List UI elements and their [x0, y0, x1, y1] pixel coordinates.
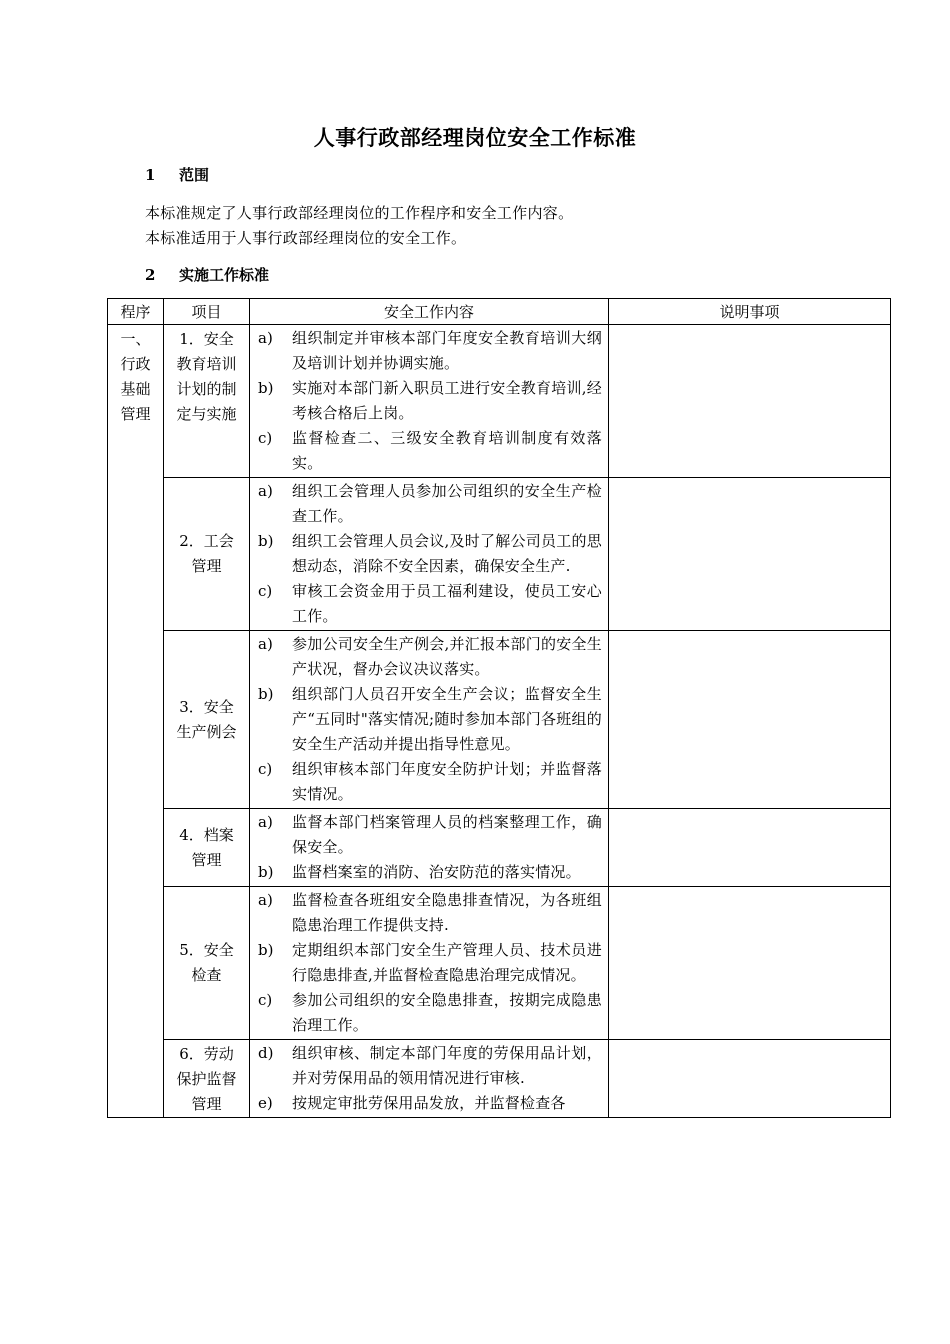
- procedure-line: 行政: [120, 355, 151, 373]
- item-cell: [164, 631, 250, 809]
- section-heading-scope: [145, 164, 209, 185]
- clause-marker: b): [258, 941, 274, 959]
- section-heading-standard: [145, 264, 269, 285]
- clause-marker: b): [258, 379, 274, 397]
- clause-text: 按规定审批劳保用品发放，并监督检查各: [292, 1094, 566, 1112]
- item-line: 5．安全: [179, 941, 234, 959]
- item-line: 1．安全: [179, 330, 234, 348]
- clause-text: 定期组织本部门安全生产管理人员、技术员进行隐患排查,并监督检查隐患治理完成情况。: [292, 941, 602, 984]
- section-title: 实施工作标准: [179, 266, 270, 284]
- content-clause: [258, 529, 602, 579]
- table-row: [108, 887, 891, 1040]
- item-line: 定与实施: [176, 405, 237, 423]
- item-line: 4．档案: [179, 825, 234, 844]
- clause-marker: e): [258, 1094, 273, 1112]
- content-clause: [258, 938, 602, 988]
- table-row: [108, 1040, 891, 1118]
- content-clause: [258, 326, 602, 376]
- content-clause: [258, 1041, 602, 1091]
- clause-text: 组织审核、制定本部门年度的劳保用品计划，并对劳保用品的领用情况进行审核.: [292, 1044, 602, 1087]
- note-cell: [609, 809, 891, 887]
- item-line: 6．劳动: [179, 1045, 234, 1063]
- item-line: 管理: [191, 1095, 222, 1113]
- section-title: 范围: [179, 166, 210, 184]
- section-number: 1: [145, 166, 156, 184]
- content-clause: [258, 479, 602, 529]
- clause-marker: d): [258, 1044, 274, 1062]
- clause-text: 参加公司组织的安全隐患排查，按期完成隐患治理工作。: [292, 991, 602, 1034]
- content-cell: [250, 1040, 609, 1118]
- clause-marker: c): [258, 991, 273, 1009]
- procedure-cell: [108, 325, 164, 1118]
- header-item: 项目: [164, 299, 250, 325]
- table-header-row: [108, 299, 891, 325]
- clause-text: 实施对本部门新入职员工进行安全教育培训,经考核合格后上岗。: [292, 379, 602, 422]
- item-line: 2．工会: [179, 532, 234, 550]
- item-line: 生产例会: [176, 722, 237, 741]
- clause-text: 组织工会管理人员会议,及时了解公司员工的思想动态，消除不安全因素，确保安全生产.: [292, 532, 602, 575]
- document-title: 人事行政部经理岗位安全工作标准: [313, 125, 637, 150]
- table-row: [108, 809, 891, 887]
- content-clause: [258, 682, 602, 757]
- clause-text: 审核工会资金用于员工福利建设，使员工安心工作。: [292, 582, 602, 625]
- content-cell: [250, 631, 609, 809]
- procedure-line: 基础: [120, 380, 151, 398]
- work-standard-table: [107, 298, 891, 1118]
- header-notes: 说明事项: [609, 299, 891, 325]
- scope-paragraph: 本标准规定了人事行政部经理岗位的工作程序和安全工作内容。: [145, 204, 574, 222]
- note-cell: [609, 1040, 891, 1118]
- clause-text: 监督本部门档案管理人员的档案整理工作，确保安全。: [292, 813, 602, 856]
- content-cell: [250, 478, 609, 631]
- clause-marker: a): [258, 813, 273, 831]
- clause-marker: c): [258, 760, 273, 778]
- clause-marker: a): [258, 891, 273, 909]
- clause-marker: c): [258, 429, 273, 447]
- item-cell: [164, 325, 250, 478]
- content-clause: [258, 376, 602, 426]
- note-cell: [609, 478, 891, 631]
- clause-text: 组织部门人员召开安全生产会议；监督安全生产“五同时"落实情况;随时参加本部门各班组的安全生产活动并提出指导性意见。: [292, 685, 602, 753]
- item-line: 计划的制: [176, 380, 237, 398]
- clause-marker: b): [258, 863, 274, 881]
- clause-text: 组织审核本部门年度安全防护计划；并监督落实情况。: [292, 760, 602, 803]
- item-line: 3．安全: [179, 697, 234, 716]
- item-line: 管理: [191, 850, 222, 869]
- content-clause: [258, 426, 602, 476]
- note-cell: [609, 887, 891, 1040]
- item-line: 管理: [191, 557, 222, 575]
- item-line: 检查: [191, 966, 222, 984]
- content-clause: [258, 988, 602, 1038]
- content-clause: [258, 757, 602, 807]
- item-line: 教育培训: [176, 355, 237, 373]
- content-clause: [258, 632, 602, 682]
- content-clause: [258, 888, 602, 938]
- item-cell: [164, 809, 250, 887]
- procedure-line: 一、: [120, 330, 151, 348]
- content-clause: [258, 860, 602, 885]
- clause-marker: b): [258, 532, 274, 550]
- content-clause: [258, 1091, 602, 1116]
- clause-marker: c): [258, 582, 273, 600]
- clause-marker: a): [258, 329, 273, 347]
- content-cell: [250, 887, 609, 1040]
- procedure-line: 管理: [120, 405, 151, 423]
- content-clause: [258, 579, 602, 629]
- clause-marker: b): [258, 685, 274, 703]
- item-cell: [164, 1040, 250, 1118]
- header-safety-content: 安全工作内容: [250, 299, 609, 325]
- content-cell: [250, 325, 609, 478]
- section-number: 2: [145, 266, 156, 284]
- item-cell: [164, 478, 250, 631]
- table-row: [108, 478, 891, 631]
- note-cell: [609, 325, 891, 478]
- note-cell: [609, 631, 891, 809]
- item-line: 保护监督: [176, 1070, 237, 1088]
- table-row: [108, 325, 891, 478]
- clause-text: 监督档案室的消防、治安防范的落实情况。: [292, 863, 581, 881]
- clause-text: 监督检查各班组安全隐患排查情况，为各班组隐患治理工作提供支持.: [292, 891, 602, 934]
- clause-text: 组织制定并审核本部门年度安全教育培训大纲及培训计划并协调实施。: [292, 329, 602, 372]
- table-row: [108, 631, 891, 809]
- scope-paragraph: 本标准适用于人事行政部经理岗位的安全工作。: [145, 229, 467, 247]
- clause-marker: a): [258, 635, 273, 653]
- content-cell: [250, 809, 609, 887]
- item-cell: [164, 887, 250, 1040]
- clause-text: 组织工会管理人员参加公司组织的安全生产检查工作。: [292, 482, 602, 525]
- content-clause: [258, 810, 602, 860]
- clause-text: 监督检查二、三级安全教育培训制度有效落实。: [292, 429, 602, 472]
- clause-text: 参加公司安全生产例会,并汇报本部门的安全生产状况，督办会议决议落实。: [292, 635, 602, 678]
- clause-marker: a): [258, 482, 273, 500]
- header-procedure: 程序: [108, 299, 164, 325]
- table-body: [108, 325, 891, 1118]
